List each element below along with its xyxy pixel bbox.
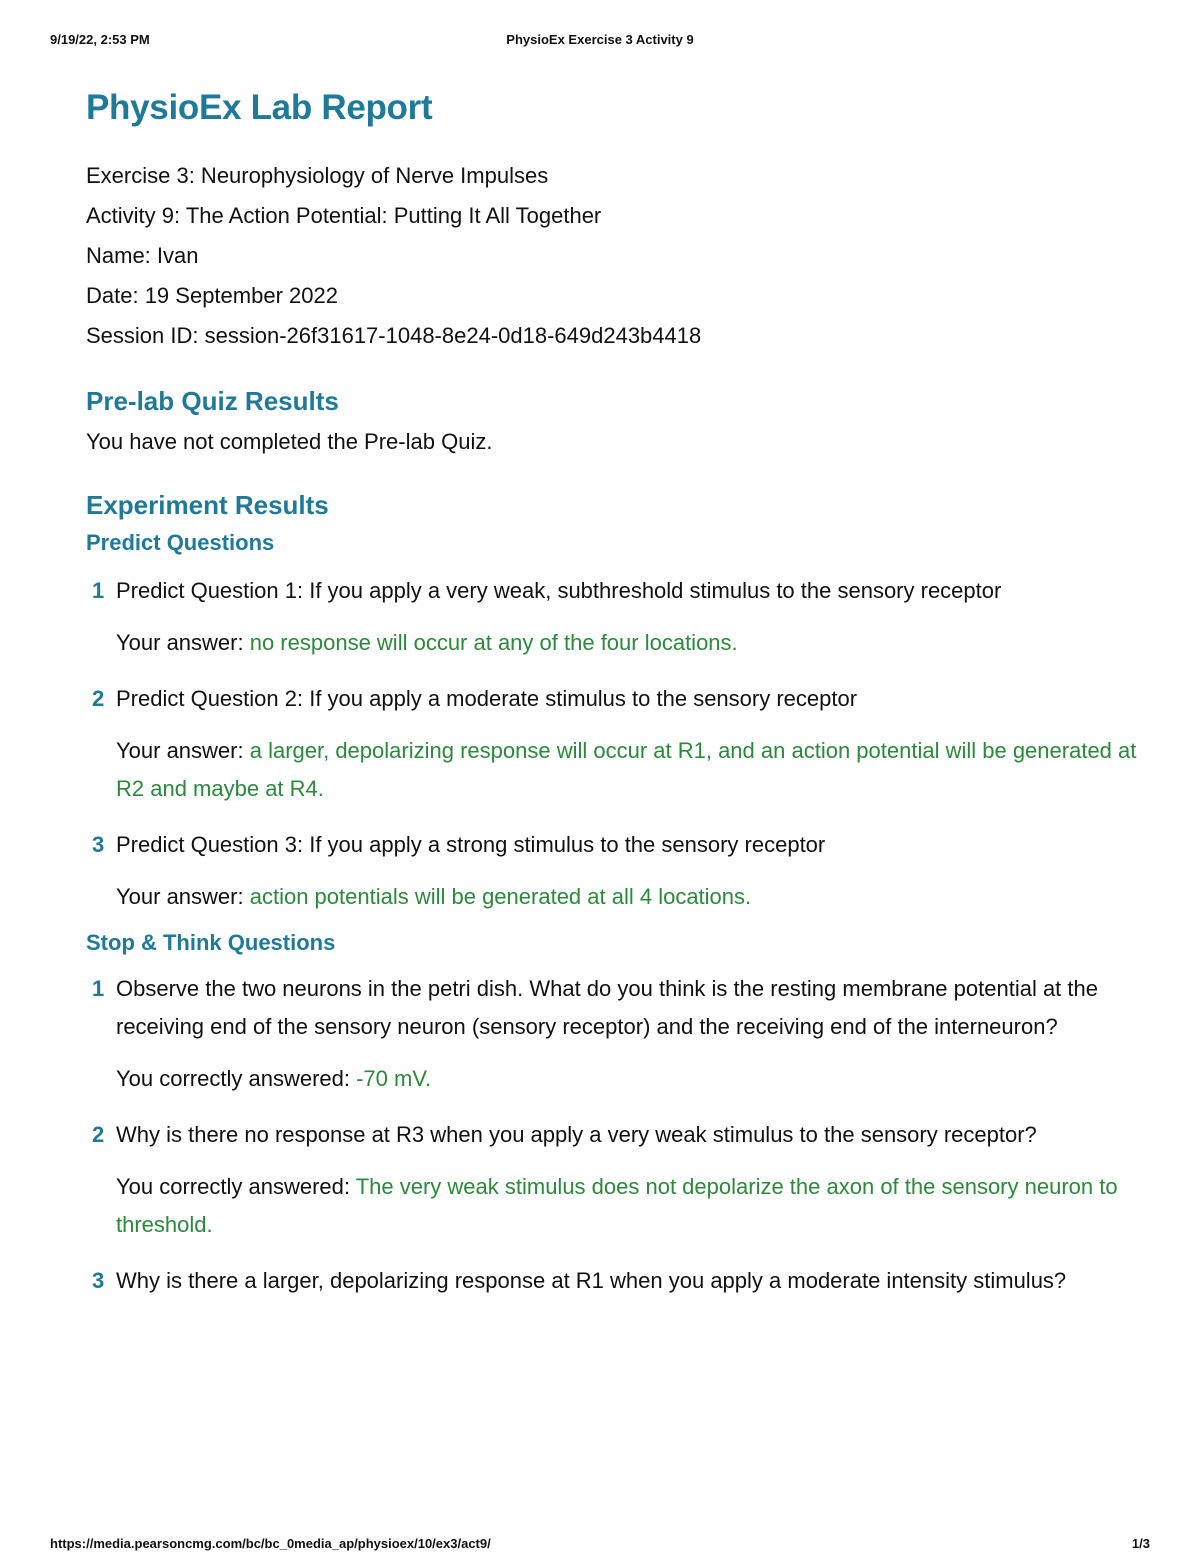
answer-label: Your answer: xyxy=(116,738,250,763)
answer-label: You correctly answered: xyxy=(116,1174,356,1199)
meta-activity: Activity 9: The Action Potential: Putting It All Together xyxy=(86,203,602,228)
answer-line xyxy=(116,1060,1146,1098)
prelab-section xyxy=(86,384,1146,462)
question-text: Why is there a larger, depolarizing response at R1 when you apply a moderate intensity stimulus? xyxy=(116,1268,1067,1293)
stop-think-question xyxy=(86,970,1146,1098)
predict-title: Predict Questions xyxy=(86,530,275,555)
experiment-section xyxy=(86,488,1146,1300)
predict-questions xyxy=(86,526,1146,916)
prelab-title: Pre-lab Quiz Results xyxy=(86,386,339,416)
answer-value: action potentials will be generated at all 4 locations. xyxy=(249,884,752,909)
answer-label: You correctly answered: xyxy=(116,1066,357,1091)
report-meta xyxy=(86,156,1146,356)
question-number: 1 xyxy=(92,976,105,1001)
print-page-number: 1/3 xyxy=(1131,1536,1150,1551)
stop-think-question xyxy=(86,1262,1146,1300)
question-text: Observe the two neurons in the petri dish. What do you think is the resting membrane potential at the receiving end of the sensory neuron (sensory receptor) and the receiving end of the interneuron? xyxy=(116,976,1098,1039)
question-number: 1 xyxy=(92,578,105,603)
predict-question xyxy=(86,680,1146,808)
answer-value: The very weak stimulus does not depolarize the axon of the sensory neuron to threshold. xyxy=(116,1174,1118,1237)
print-footer xyxy=(50,1536,1150,1554)
experiment-title: Experiment Results xyxy=(86,490,329,520)
answer-line xyxy=(116,624,1146,662)
question-text: Predict Question 1: If you apply a very weak, subthreshold stimulus to the sensory receptor xyxy=(116,578,1002,603)
stop-think-title: Stop & Think Questions xyxy=(86,930,336,955)
question-number: 2 xyxy=(92,686,105,711)
print-url: https://media.pearsoncmg.com/bc/bc_0media_ap/physioex/10/ex3/act9/ xyxy=(50,1536,491,1551)
predict-question xyxy=(86,826,1146,916)
question-number: 3 xyxy=(92,1268,105,1293)
answer-label: Your answer: xyxy=(116,630,250,655)
question-number: 2 xyxy=(92,1122,105,1147)
prelab-message: You have not completed the Pre-lab Quiz. xyxy=(86,429,493,454)
stop-think-questions xyxy=(86,926,1146,1300)
predict-question xyxy=(86,572,1146,662)
meta-date: Date: 19 September 2022 xyxy=(86,283,338,308)
question-text: Predict Question 3: If you apply a strong stimulus to the sensory receptor xyxy=(116,832,826,857)
report-title: PhysioEx Lab Report xyxy=(86,88,433,127)
print-datetime: 9/19/22, 2:53 PM xyxy=(50,32,150,47)
answer-line xyxy=(116,878,1146,916)
question-text: Predict Question 2: If you apply a moderate stimulus to the sensory receptor xyxy=(116,686,858,711)
answer-line xyxy=(116,732,1146,808)
question-number: 3 xyxy=(92,832,105,857)
answer-value: no response will occur at any of the four locations. xyxy=(249,630,738,655)
answer-label: Your answer: xyxy=(116,884,250,909)
meta-name: Name: Ivan xyxy=(86,243,199,268)
meta-session-id: Session ID: session-26f31617-1048-8e24-0d18-649d243b4418 xyxy=(86,323,702,348)
answer-value: a larger, depolarizing response will occur at R1, and an action potential will be generated at R2 and maybe at R4. xyxy=(116,738,1137,801)
print-header xyxy=(50,32,1150,50)
answer-line xyxy=(116,1168,1146,1244)
question-text: Why is there no response at R3 when you apply a very weak stimulus to the sensory receptor? xyxy=(116,1122,1037,1147)
lab-report xyxy=(86,86,1146,1300)
stop-think-question xyxy=(86,1116,1146,1244)
print-page-title: PhysioEx Exercise 3 Activity 9 xyxy=(506,32,694,47)
answer-value: -70 mV. xyxy=(356,1066,432,1091)
meta-exercise: Exercise 3: Neurophysiology of Nerve Impulses xyxy=(86,163,549,188)
